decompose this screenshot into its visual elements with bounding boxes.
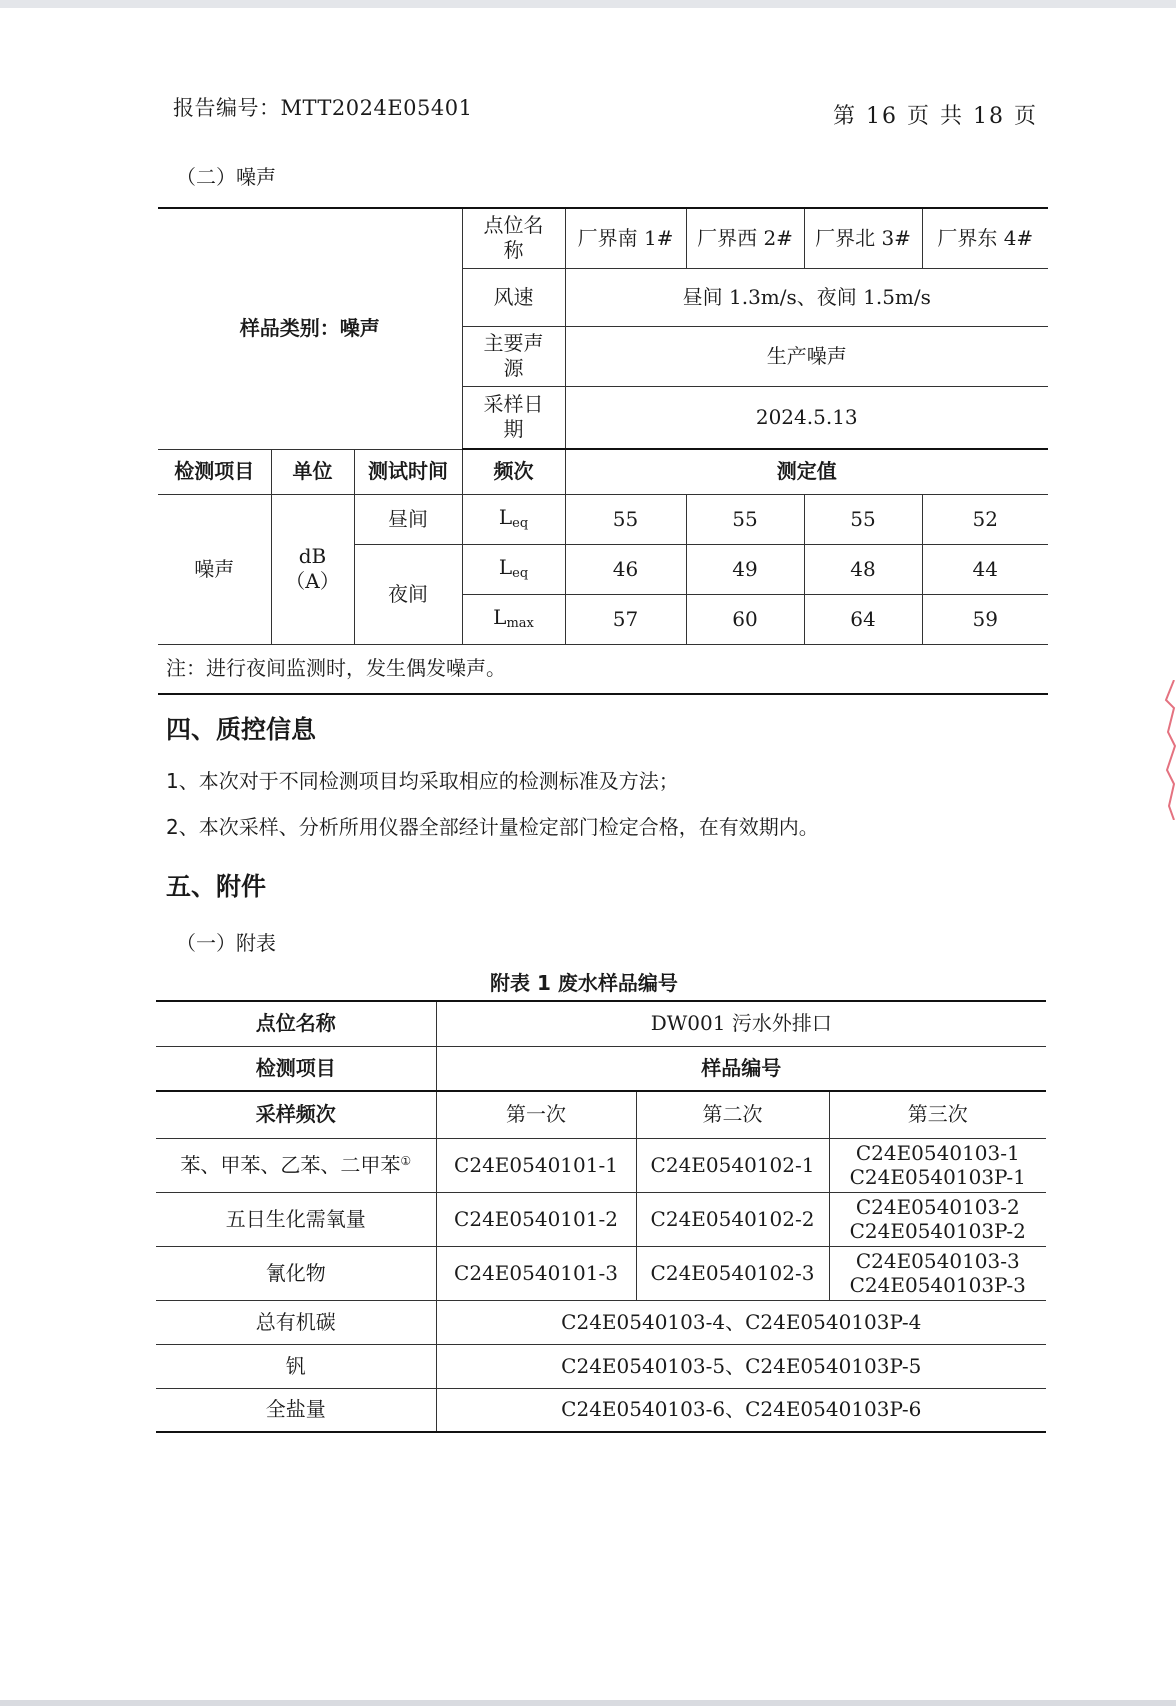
value-cell: 44 [922, 544, 1048, 594]
sample-no-cell: C24E0540103-3 C24E0540103P-3 [829, 1246, 1046, 1300]
sample-type-cell: 样品类别：噪声 [158, 208, 462, 449]
noise-table [158, 207, 1048, 695]
item-cell: 五日生化需氧量 [156, 1192, 436, 1246]
col-time: 测试时间 [354, 449, 462, 494]
point-south: 厂界南 1# [565, 208, 686, 268]
point-value: DW001 污水外排口 [436, 1001, 1046, 1046]
value-cell: 46 [565, 544, 686, 594]
item-cell: 全盐量 [156, 1388, 436, 1432]
sample-no-merged: C24E0540103-4、C24E0540103P-4 [436, 1300, 1046, 1344]
qc-heading: 四、质控信息 [166, 715, 317, 744]
unit-line2: （A） [285, 569, 340, 593]
item-cell: 钒 [156, 1344, 436, 1388]
time-night: 夜间 [354, 544, 462, 644]
value-cell: 59 [922, 594, 1048, 644]
value-cell: 57 [565, 594, 686, 644]
point-name-label: 点位名称 [462, 208, 565, 268]
scan-bottom-edge [0, 1700, 1176, 1706]
wastewater-sample-table [156, 1000, 1046, 1433]
wind-speed-value: 昼间 1.3m/s、夜间 1.5m/s [565, 268, 1048, 326]
sample-date-label: 采样日期 [462, 386, 565, 449]
scan-top-edge [0, 0, 1176, 8]
attachment-heading: 五、附件 [166, 872, 267, 901]
sample-date-value: 2024.5.13 [565, 386, 1048, 449]
sample-no-cell: C24E0540102-1 [636, 1138, 829, 1192]
noise-note: 注：进行夜间监测时，发生偶发噪声。 [158, 644, 1048, 694]
seal-stamp-edge [1162, 680, 1176, 820]
main-source-label: 主要声源 [462, 326, 565, 386]
value-cell: 55 [565, 494, 686, 544]
point-north: 厂界北 3# [804, 208, 922, 268]
sample-no-merged: C24E0540103-5、C24E0540103P-5 [436, 1344, 1046, 1388]
time-day: 昼间 [354, 494, 462, 544]
qc-item-2: 2、本次采样、分析所用仪器全部经计量检定部门检定合格，在有效期内。 [166, 815, 819, 839]
freq-night-lmax: $L_{max}$ [462, 594, 565, 644]
value-cell: 55 [804, 494, 922, 544]
sample-no-cell: C24E0540102-3 [636, 1246, 829, 1300]
col-freq: 频次 [462, 449, 565, 494]
report-number: 报告编号：MTT2024E05401 [173, 96, 473, 120]
noise-item: 噪声 [158, 494, 271, 644]
point-label: 点位名称 [156, 1001, 436, 1046]
sample-no-cell: C24E0540102-2 [636, 1192, 829, 1246]
sample-no-cell: C24E0540101-2 [436, 1192, 636, 1246]
noise-subheading: （二）噪声 [176, 165, 276, 189]
col-item: 检测项目 [158, 449, 271, 494]
item-cell: 总有机碳 [156, 1300, 436, 1344]
qc-item-1: 1、本次对于不同检测项目均采取相应的检测标准及方法； [166, 769, 679, 793]
sample-no-label: 样品编号 [436, 1046, 1046, 1091]
freq-third: 第三次 [829, 1091, 1046, 1138]
freq-first: 第一次 [436, 1091, 636, 1138]
value-cell: 52 [922, 494, 1048, 544]
value-cell: 55 [686, 494, 804, 544]
wind-speed-label: 风速 [462, 268, 565, 326]
freq-night-leq: $L_{eq}$ [462, 544, 565, 594]
sample-no-cell: C24E0540101-3 [436, 1246, 636, 1300]
sample-no-cell: C24E0540103-2 C24E0540103P-2 [829, 1192, 1046, 1246]
sample-no-merged: C24E0540103-6、C24E0540103P-6 [436, 1388, 1046, 1432]
main-source-value: 生产噪声 [565, 326, 1048, 386]
point-west: 厂界西 2# [686, 208, 804, 268]
sample-no-cell: C24E0540101-1 [436, 1138, 636, 1192]
value-cell: 60 [686, 594, 804, 644]
col-unit: 单位 [271, 449, 354, 494]
freq-second: 第二次 [636, 1091, 829, 1138]
freq-label: 采样频次 [156, 1091, 436, 1138]
page-indicator: 第 16 页 共 18 页 [833, 104, 1038, 129]
col-measured: 测定值 [565, 449, 1048, 494]
freq-day-leq: $L_{eq}$ [462, 494, 565, 544]
value-cell: 64 [804, 594, 922, 644]
sample-no-cell: C24E0540103-1 C24E0540103P-1 [829, 1138, 1046, 1192]
value-cell: 48 [804, 544, 922, 594]
item-cell: 苯、甲苯、乙苯、二甲苯① [156, 1138, 436, 1192]
item-cell: 氰化物 [156, 1246, 436, 1300]
attachment-subheading: （一）附表 [176, 931, 276, 955]
value-cell: 49 [686, 544, 804, 594]
point-east: 厂界东 4# [922, 208, 1048, 268]
item-label: 检测项目 [156, 1046, 436, 1091]
noise-unit [271, 494, 354, 644]
table-caption: 附表 1 废水样品编号 [490, 971, 678, 995]
unit-line1: dB [298, 544, 327, 568]
